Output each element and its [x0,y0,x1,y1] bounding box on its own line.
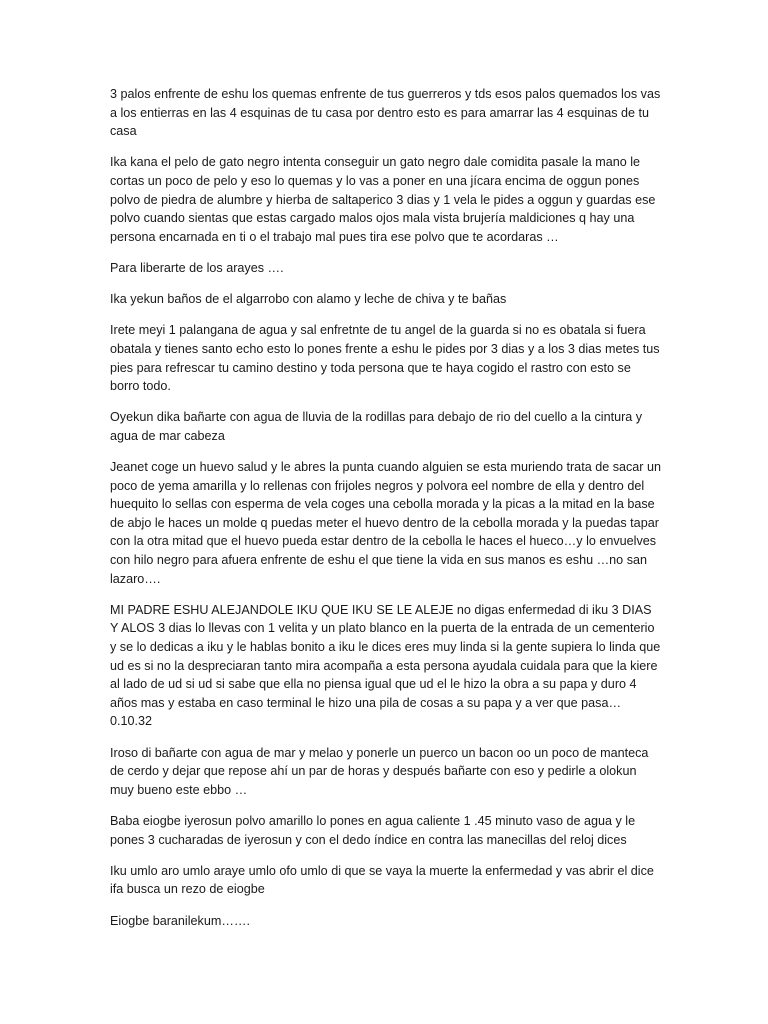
paragraph: MI PADRE ESHU ALEJANDOLE IKU QUE IKU SE LE ALEJE no digas enfermedad di iku 3 DIAS Y ALOS 3 dias lo llevas con 1 velita y un plato blanco en la puerta de la entrada de un cementerio y se lo dedicas a iku y le hablas bonito a iku le dices eres muy linda si la gente supiera lo linda que ud es si no la despreciaran tanto mira acompaña a esta persona ayudala cuidala para que la kiere al lado de ud si ud si sabe que ella no piensa igual que ud el le hizo la obra a su papa y duro 4 años mas y estaba en caso terminal le hizo una pila de cosas a su papa y a ver que pasa…0.10.32 [110,602,661,729]
paragraph: Iroso di bañarte con agua de mar y melao y ponerle un puerco un bacon oo un poco de manteca de cerdo y dejar que repose ahí un par de horas y después bañarte con eso y pedirle a olokun muy bueno este ebbo … [110,745,649,797]
paragraph: Oyekun dika bañarte con agua de lluvia de la rodillas para debajo de rio del cuello a la cintura y agua de mar cabeza [110,410,643,443]
paragraph: Ika kana el pelo de gato negro intenta conseguir un gato negro dale comidita pasale la mano le cortas un poco de pelo y eso lo quemas y lo vas a poner en una jícara encima de oggun pones polvo de piedra de alumbre y hierba de saltaperico 3 dias y 1 vela le pides a oggun y guardas ese polvo cuando sientas que estas cargado malos ojos mala vista brujería maldiciones q hay una persona encarnada en ti o el trabajo mal pues tira ese polvo que te acordaras … [110,155,656,244]
paragraph: Jeanet coge un huevo salud y le abres la punta cuando alguien se esta muriendo trata de sacar un poco de yema amarilla y lo rellenas con frijoles negros y polvora eel nombre de ella y dentro del huequito lo sellas con esperma de vela coges una cebolla morada y la picas a la mitad en la base de abjo le haces un molde q puedas meter el huevo dentro de la cebolla morada y la puedas tapar con la otra mitad que el huevo pueda estar dentro de la cebolla le haces el hueco…y lo envuelves con hilo negro para afuera enfrente de eshu el que tiene la vida en sus manos es eshu …no san lazaro…. [110,460,662,586]
paragraph: Irete meyi 1 palangana de agua y sal enfretnte de tu angel de la guarda si no es obatala si fuera obatala y tienes santo echo esto lo pones frente a eshu le pides por 3 dias y a los 3 dias metes tus pies para refrescar tu camino destino y toda persona que te haya cogido el rastro con esto se borro todo. [110,323,660,394]
paragraph: Iku umlo aro umlo araye umlo ofo umlo di que se vaya la muerte la enfermedad y vas abrir el dice ifa busca un rezo de eiogbe [110,863,654,897]
document-body [110,85,662,943]
paragraph: Baba eiogbe iyerosun polvo amarillo lo pones en agua caliente 1 .45 minuto vaso de agua y le pones 3 cucharadas de iyerosun y con el dedo índice en contra las manecillas del reloj dices [110,813,636,847]
paragraph: 3 palos enfrente de eshu los quemas enfrente de tus guerreros y tds esos palos quemados los vas a los entierras en las 4 esquinas de tu casa por dentro esto es para amarrar las 4 esquinas de tu casa [110,87,661,139]
paragraph: Ika yekun baños de el algarrobo con alamo y leche de chiva y te bañas [110,292,507,307]
paragraph: Para liberarte de los arayes …. [110,260,284,275]
paragraph: Eiogbe baranilekum……. [110,913,251,928]
